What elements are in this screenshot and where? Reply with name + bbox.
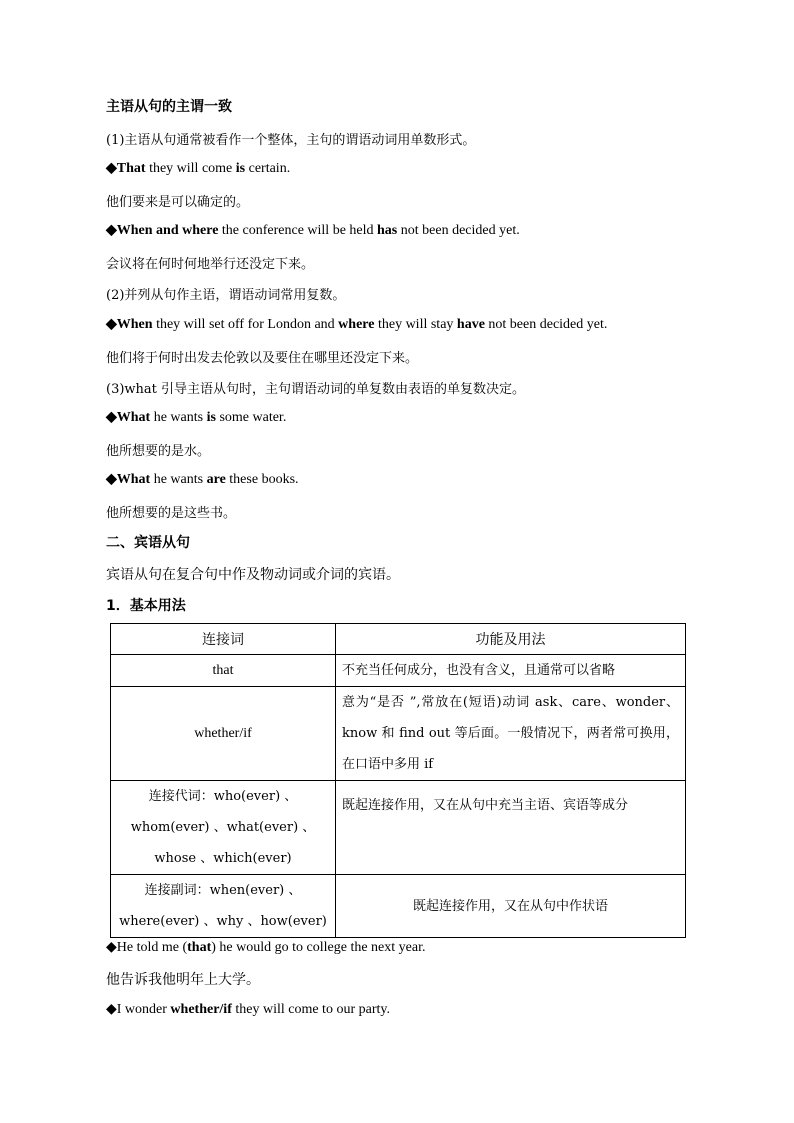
text: some water. [215, 410, 287, 425]
text: certain. [245, 161, 291, 176]
bold-text: has [377, 223, 398, 238]
text: they will set off for London and [152, 317, 339, 332]
table-header-row [111, 624, 686, 655]
usage-cell: 既起连接作用，又在从句中充当主语、宾语等成分 [336, 781, 686, 875]
bold-text: where [338, 317, 375, 332]
text: not been decided yet. [484, 317, 608, 332]
text: they will come [145, 161, 236, 176]
rule-3: (3)what 引导主语从句时，主句谓语动词的单复数由表语的单复数决定。 [106, 382, 526, 397]
bold-text: ◆What [106, 472, 151, 487]
example-5-translation: 他所想要的是这些书。 [106, 506, 237, 521]
conjunction-cell: whether/if [111, 687, 336, 781]
rule-1: (1)主语从句通常被看作一个整体，主句的谓语动词用单数形式。 [106, 133, 476, 148]
usage-cell: 意为“是否 ”,常放在(短语)动词 ask、care、wonder、know 和 find out 等后面。一般情况下，两者常可换用，在口语中多用 if [336, 687, 686, 781]
example-2-translation: 会议将在何时何地举行还没定下来。 [106, 257, 315, 272]
rule-2: (2)并列从句作主语，谓语动词常用复数。 [106, 288, 346, 303]
bold-text: are [206, 472, 226, 487]
bold-text: ◆When [106, 317, 153, 332]
text: the conference will be held [218, 223, 378, 238]
table-header-conjunction: 连接词 [111, 624, 336, 655]
conjunction-table [110, 623, 686, 938]
conjunction-cell: that [111, 655, 336, 687]
table-row [111, 781, 686, 875]
example-1-translation: 他们要来是可以确定的。 [106, 195, 250, 210]
example-1 [106, 160, 290, 177]
object-clause-intro: 宾语从句在复合句中作及物动词或介词的宾语。 [106, 567, 400, 583]
conjunction-cell: 连接副词：when(ever) 、where(ever) 、why 、how(ever) [111, 875, 336, 938]
subsection-basic-usage: 1．基本用法 [106, 598, 186, 614]
text: not been decided yet. [397, 223, 520, 238]
bold-text: is [235, 161, 246, 176]
text: ◆I wonder [106, 1002, 171, 1017]
example-3-translation: 他们将于何时出发去伦敦以及要住在哪里还没定下来。 [106, 351, 419, 366]
example-6-translation: 他告诉我他明年上大学。 [106, 972, 260, 988]
usage-cell: 不充当任何成分，也没有含义，且通常可以省略 [336, 655, 686, 687]
bold-text: have [456, 317, 485, 332]
example-2 [106, 222, 520, 239]
example-4 [106, 409, 286, 426]
example-7 [106, 1001, 390, 1018]
bold-text: that [187, 940, 212, 955]
text: these books. [225, 472, 299, 487]
example-4-translation: 他所想要的是水。 [106, 444, 211, 459]
bold-text: ◆That [106, 161, 146, 176]
text: ◆He told me ( [106, 940, 188, 955]
section-title-object-clause: 二、宾语从句 [106, 535, 190, 551]
text: he wants [150, 410, 207, 425]
example-6 [106, 939, 425, 956]
text: ) he would go to college the next year. [211, 940, 426, 955]
bold-text: is [206, 410, 216, 425]
table-row [111, 875, 686, 938]
table-header-usage: 功能及用法 [336, 624, 686, 655]
table-row [111, 687, 686, 781]
section-title-subject-clause-agreement: 主语从句的主谓一致 [106, 99, 232, 115]
text: they will come to our party. [231, 1002, 390, 1017]
example-5 [106, 471, 299, 488]
text: he wants [150, 472, 207, 487]
table-row [111, 655, 686, 687]
bold-text: ◆What [106, 410, 151, 425]
example-3 [106, 316, 607, 333]
bold-text: ◆When and where [106, 223, 219, 238]
usage-cell: 既起连接作用，又在从句中作状语 [336, 875, 686, 938]
conjunction-cell: 连接代词：who(ever) 、whom(ever) 、what(ever) 、whose 、which(ever) [111, 781, 336, 875]
text: they will stay [374, 317, 457, 332]
bold-text: whether/if [170, 1002, 232, 1017]
